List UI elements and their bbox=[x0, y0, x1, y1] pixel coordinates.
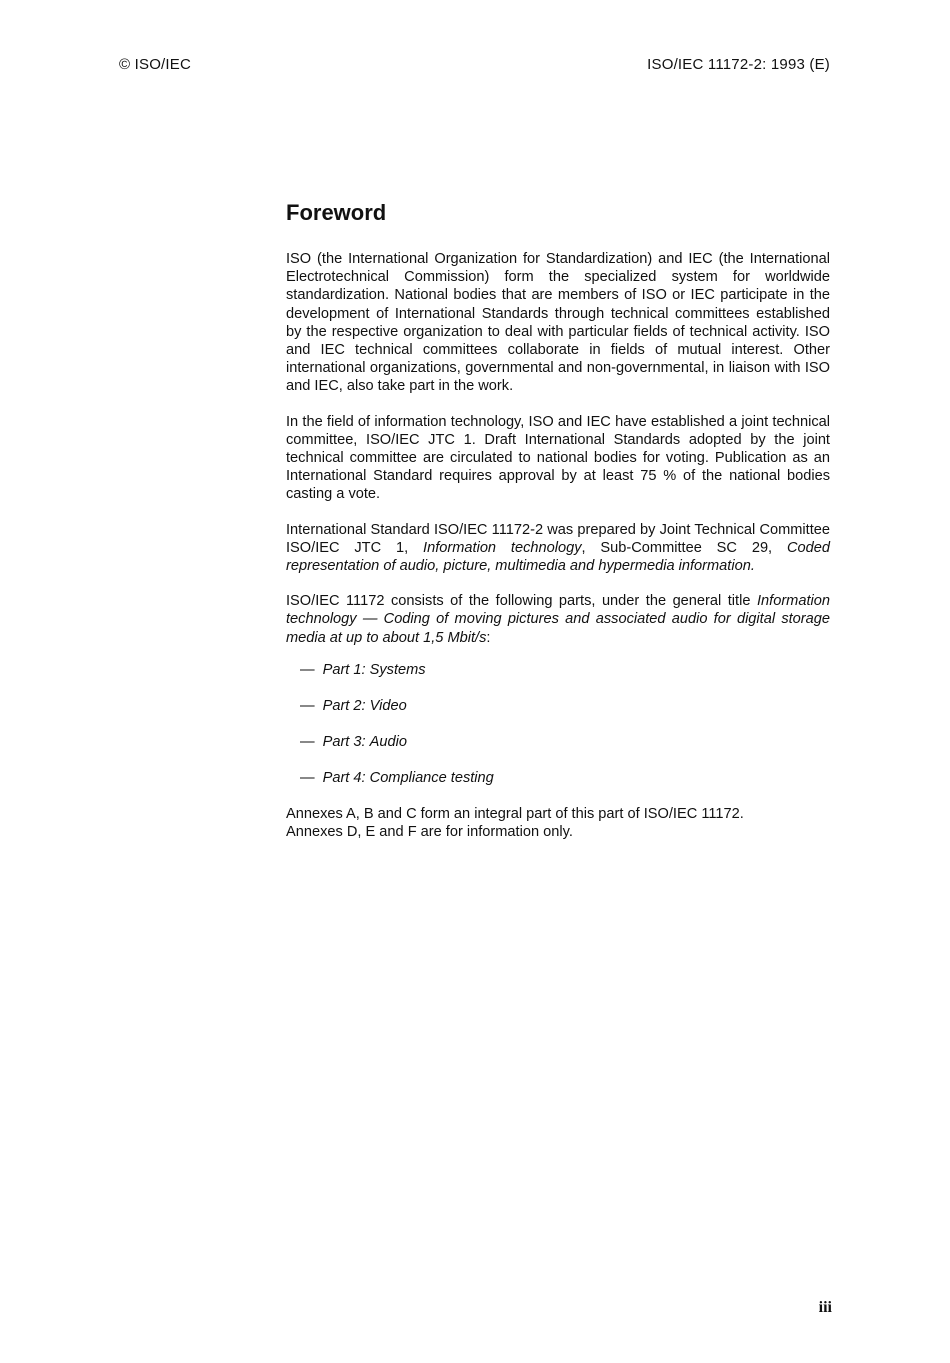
preparation-subcommittee-title: Coded representation of audio, picture, multimedia and hypermedia information. bbox=[286, 539, 830, 575]
list-item bbox=[300, 733, 830, 751]
annexes-informative: Annexes D, E and F are for information only. bbox=[286, 824, 573, 841]
parts-intro-text: ISO/IEC 11172 consists of the following parts, under the general title bbox=[286, 593, 757, 610]
paragraph-joint-committee: In the field of information technology, ISO and IEC have established a joint technical committee, ISO/IEC JTC 1. Draft International Standards adopted by the joint technical committee are circulated to national bodies for voting. Publication as an International Standard requires approval by at least 75 % of the national bodies casting a vote. bbox=[286, 413, 830, 503]
header-copyright: © ISO/IEC bbox=[119, 56, 192, 73]
page-title: Foreword bbox=[286, 200, 387, 225]
preparation-committee-title: Information technology bbox=[423, 539, 582, 556]
part-name: Video bbox=[369, 697, 407, 714]
header-document-id: ISO/IEC 11172-2: 1993 (E) bbox=[647, 56, 830, 73]
general-title: Information technology — Coding of moving pictures and associated audio for digital storage media at up to about 1,5 Mbit/s bbox=[286, 593, 830, 646]
part-label: Part 1: bbox=[322, 661, 366, 678]
part-name: Audio bbox=[369, 733, 407, 750]
dash: — bbox=[300, 769, 315, 786]
preparation-text: International Standard ISO/IEC 11172-2 was prepared by Joint Technical Committee ISO/IEC JTC 1, bbox=[286, 521, 830, 556]
paragraph-annexes bbox=[286, 805, 830, 841]
paragraph-preparation bbox=[286, 521, 830, 576]
foreword-body bbox=[286, 250, 830, 858]
list-item bbox=[300, 769, 830, 787]
part-label: Part 3: bbox=[322, 733, 366, 750]
dash: — bbox=[300, 697, 315, 714]
annexes-normative: Annexes A, B and C form an integral part of this part of ISO/IEC 11172. bbox=[286, 806, 744, 823]
dash: — bbox=[300, 661, 315, 678]
list-item bbox=[300, 697, 830, 715]
part-name: Systems bbox=[369, 661, 426, 678]
part-name: Compliance testing bbox=[369, 769, 494, 786]
part-label: Part 2: bbox=[322, 697, 366, 714]
dash: — bbox=[300, 733, 315, 750]
preparation-subcommittee: , Sub-Committee SC 29, bbox=[581, 539, 787, 556]
parts-intro-colon: : bbox=[486, 629, 491, 646]
page-number: iii bbox=[818, 1299, 832, 1316]
list-item bbox=[300, 661, 830, 679]
parts-list bbox=[286, 661, 830, 787]
paragraph-parts-intro bbox=[286, 592, 830, 647]
part-label: Part 4: bbox=[322, 769, 366, 786]
paragraph-organizations: ISO (the International Organization for Standardization) and IEC (the International Electrotechnical Commission) form the specialized system for worldwide standardization. National bodies that are members of ISO or IEC participate in the development of International Standards through technical committees established by the respective organization to deal with particular fields of technical activity. ISO and IEC technical committees collaborate in fields of mutual interest. Other international organizations, governmental and non-governmental, in liaison with ISO and IEC, also take part in the work. bbox=[286, 251, 830, 395]
